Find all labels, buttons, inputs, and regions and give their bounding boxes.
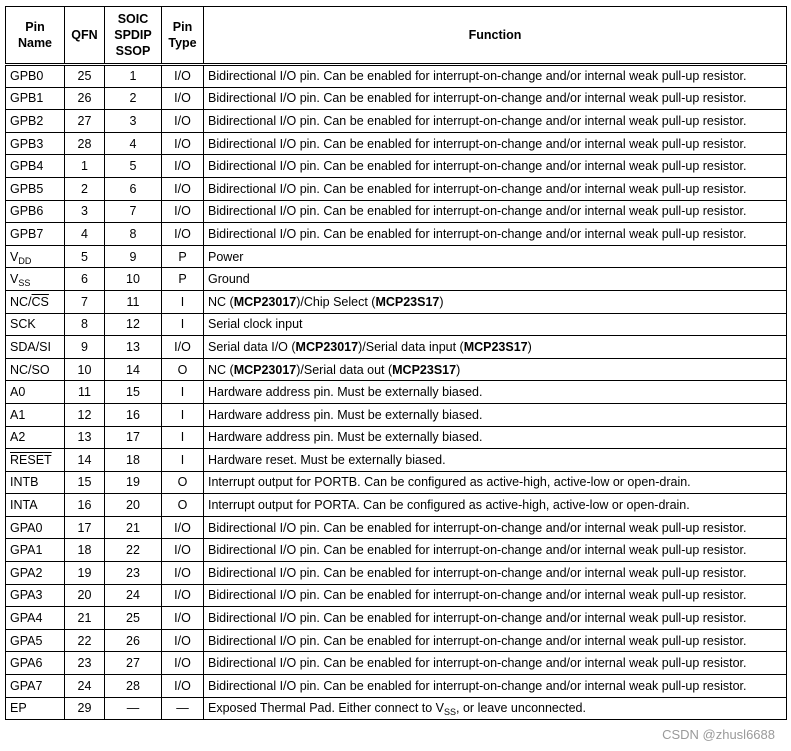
qfn-cell: 18 <box>65 539 105 562</box>
text-segment: )/Serial data input ( <box>358 339 464 354</box>
qfn-cell: 16 <box>65 494 105 517</box>
function-cell <box>204 65 787 88</box>
header-line: SOIC <box>117 12 149 26</box>
text-segment: MCP23S17 <box>463 339 528 354</box>
pin-name-cell <box>6 313 65 336</box>
text-segment: A1 <box>10 407 26 422</box>
soic-cell: 15 <box>105 381 162 404</box>
text-segment: Bidirectional I/O pin. Can be enabled for interrupt-on-change and/or internal weak pull-up resistor. <box>208 633 747 648</box>
text-segment: INTA <box>10 498 38 513</box>
function-cell <box>204 584 787 607</box>
function-cell <box>204 471 787 494</box>
qfn-cell: 25 <box>65 65 105 88</box>
function-cell <box>204 381 787 404</box>
function-cell <box>204 87 787 110</box>
table-row <box>6 584 787 607</box>
table-row <box>6 697 787 720</box>
qfn-cell: 21 <box>65 607 105 630</box>
type-cell: I/O <box>162 562 204 585</box>
soic-cell: 6 <box>105 177 162 200</box>
function-cell <box>204 607 787 630</box>
table-row <box>6 223 787 246</box>
qfn-cell: 15 <box>65 471 105 494</box>
table-row <box>6 562 787 585</box>
soic-cell: 7 <box>105 200 162 223</box>
text-segment: GPA1 <box>10 543 43 558</box>
pin-name-cell <box>6 675 65 698</box>
text-segment: Hardware address pin. Must be externally biased. <box>208 430 483 445</box>
table-row <box>6 313 787 336</box>
function-cell <box>204 403 787 426</box>
text-segment: Hardware reset. Must be externally biased. <box>208 452 446 467</box>
text-segment: GPB5 <box>10 181 44 196</box>
text-segment: Bidirectional I/O pin. Can be enabled for interrupt-on-change and/or internal weak pull-up resistor. <box>208 520 747 535</box>
pin-name-cell <box>6 584 65 607</box>
qfn-cell: 13 <box>65 426 105 449</box>
table-row <box>6 403 787 426</box>
table-row <box>6 132 787 155</box>
text-segment: GPA6 <box>10 656 43 671</box>
type-cell: O <box>162 471 204 494</box>
table-row <box>6 381 787 404</box>
text-segment: Bidirectional I/O pin. Can be enabled for interrupt-on-change and/or internal weak pull-up resistor. <box>208 204 747 219</box>
pin-name-cell <box>6 381 65 404</box>
soic-cell: 28 <box>105 675 162 698</box>
soic-cell: 23 <box>105 562 162 585</box>
soic-cell: 4 <box>105 132 162 155</box>
function-cell <box>204 132 787 155</box>
pin-name-cell <box>6 177 65 200</box>
text-segment: SS <box>18 278 31 289</box>
text-segment: MCP23S17 <box>392 362 457 377</box>
text-segment: SS <box>444 707 457 718</box>
pin-name-cell <box>6 562 65 585</box>
pin-name-cell <box>6 471 65 494</box>
qfn-cell: 9 <box>65 336 105 359</box>
text-segment: Interrupt output for PORTB. Can be configured as active-high, active-low or open-drain. <box>208 475 691 490</box>
text-segment: V <box>10 249 19 264</box>
soic-cell: 3 <box>105 110 162 133</box>
pin-name-cell <box>6 110 65 133</box>
text-segment: Bidirectional I/O pin. Can be enabled for interrupt-on-change and/or internal weak pull-up resistor. <box>208 611 747 626</box>
soic-cell: 25 <box>105 607 162 630</box>
type-cell: I/O <box>162 675 204 698</box>
function-cell <box>204 494 787 517</box>
text-segment: NC/ <box>10 294 32 309</box>
text-segment: )/Chip Select ( <box>296 294 376 309</box>
text-segment: MCP23017 <box>295 339 359 354</box>
type-cell: O <box>162 358 204 381</box>
header-line: SSOP <box>115 44 151 58</box>
text-segment: Exposed Thermal Pad. Either connect to V <box>208 701 445 716</box>
text-segment: GPA0 <box>10 520 43 535</box>
pin-name-cell <box>6 494 65 517</box>
text-segment: Ground <box>208 272 250 287</box>
table-row <box>6 177 787 200</box>
table-row <box>6 200 787 223</box>
qfn-cell: 7 <box>65 290 105 313</box>
header-line: Function <box>468 28 522 42</box>
function-cell <box>204 449 787 472</box>
soic-cell: 16 <box>105 403 162 426</box>
text-segment: GPA5 <box>10 633 43 648</box>
text-segment: NC/SO <box>10 362 50 377</box>
qfn-cell: 20 <box>65 584 105 607</box>
qfn-cell: 3 <box>65 200 105 223</box>
type-cell: I/O <box>162 65 204 88</box>
table-header-row <box>6 7 787 65</box>
text-segment: Serial data I/O ( <box>208 339 296 354</box>
type-cell: I/O <box>162 336 204 359</box>
table-row <box>6 358 787 381</box>
header-pin-name <box>6 7 65 65</box>
soic-cell: 8 <box>105 223 162 246</box>
soic-cell: 20 <box>105 494 162 517</box>
qfn-cell: 29 <box>65 697 105 720</box>
function-cell <box>204 697 787 720</box>
type-cell: I/O <box>162 223 204 246</box>
table-row <box>6 290 787 313</box>
text-segment: A2 <box>10 430 26 445</box>
text-segment: V <box>10 272 19 287</box>
header-line: Type <box>168 36 197 50</box>
text-segment: GPB4 <box>10 159 44 174</box>
text-segment: NC ( <box>208 362 234 377</box>
pin-name-cell <box>6 65 65 88</box>
table-row <box>6 449 787 472</box>
text-segment: Bidirectional I/O pin. Can be enabled for interrupt-on-change and/or internal weak pull-up resistor. <box>208 543 747 558</box>
pin-name-cell <box>6 539 65 562</box>
table-row <box>6 65 787 88</box>
text-segment: Power <box>208 249 244 264</box>
table-row <box>6 652 787 675</box>
header-pin-type <box>162 7 204 65</box>
text-segment: Bidirectional I/O pin. Can be enabled for interrupt-on-change and/or internal weak pull-up resistor. <box>208 226 747 241</box>
qfn-cell: 23 <box>65 652 105 675</box>
pin-name-cell <box>6 697 65 720</box>
type-cell: I/O <box>162 110 204 133</box>
text-segment: MCP23S17 <box>375 294 440 309</box>
text-segment: SCK <box>10 317 36 332</box>
pin-name-cell <box>6 268 65 291</box>
type-cell: I/O <box>162 629 204 652</box>
text-segment: MCP23017 <box>233 294 297 309</box>
function-cell <box>204 110 787 133</box>
table-row <box>6 607 787 630</box>
type-cell: I/O <box>162 177 204 200</box>
type-cell: I/O <box>162 155 204 178</box>
pin-name-cell <box>6 403 65 426</box>
type-cell: I <box>162 403 204 426</box>
header-qfn <box>65 7 105 65</box>
text-segment: NC ( <box>208 294 234 309</box>
soic-cell: — <box>105 697 162 720</box>
soic-cell: 11 <box>105 290 162 313</box>
text-segment: GPA2 <box>10 565 43 580</box>
text-segment: ) <box>439 294 444 309</box>
type-cell: I <box>162 449 204 472</box>
type-cell: I/O <box>162 607 204 630</box>
pin-name-cell <box>6 155 65 178</box>
table-row <box>6 494 787 517</box>
pin-name-cell <box>6 358 65 381</box>
qfn-cell: 24 <box>65 675 105 698</box>
text-segment: Bidirectional I/O pin. Can be enabled for interrupt-on-change and/or internal weak pull-up resistor. <box>208 113 747 128</box>
soic-cell: 13 <box>105 336 162 359</box>
pin-name-cell <box>6 200 65 223</box>
header-line: Name <box>17 36 53 50</box>
text-segment: , or leave unconnected. <box>456 701 586 716</box>
text-segment: Bidirectional I/O pin. Can be enabled for interrupt-on-change and/or internal weak pull-up resistor. <box>208 91 747 106</box>
text-segment: GPA7 <box>10 678 43 693</box>
text-segment: GPB7 <box>10 226 44 241</box>
header-line: Pin <box>172 20 193 34</box>
header-function <box>204 7 787 65</box>
function-cell <box>204 313 787 336</box>
text-segment: Bidirectional I/O pin. Can be enabled for interrupt-on-change and/or internal weak pull-up resistor. <box>208 588 747 603</box>
table-row <box>6 87 787 110</box>
table-row <box>6 629 787 652</box>
pin-name-cell <box>6 652 65 675</box>
text-segment: GPB1 <box>10 91 44 106</box>
text-segment: Bidirectional I/O pin. Can be enabled for interrupt-on-change and/or internal weak pull-up resistor. <box>208 181 747 196</box>
type-cell: I/O <box>162 87 204 110</box>
type-cell: I <box>162 381 204 404</box>
watermark: CSDN @zhusl6688 <box>662 727 775 742</box>
soic-cell: 14 <box>105 358 162 381</box>
function-cell <box>204 562 787 585</box>
pin-name-cell <box>6 516 65 539</box>
table-row <box>6 516 787 539</box>
table-row <box>6 110 787 133</box>
header-line: Pin <box>25 20 45 34</box>
type-cell: I/O <box>162 652 204 675</box>
type-cell: I <box>162 290 204 313</box>
text-segment: Bidirectional I/O pin. Can be enabled for interrupt-on-change and/or internal weak pull-up resistor. <box>208 565 747 580</box>
function-cell <box>204 177 787 200</box>
qfn-cell: 5 <box>65 245 105 268</box>
function-cell <box>204 290 787 313</box>
header-line: QFN <box>71 28 98 42</box>
text-segment: GPB2 <box>10 113 44 128</box>
soic-cell: 22 <box>105 539 162 562</box>
text-segment: Bidirectional I/O pin. Can be enabled for interrupt-on-change and/or internal weak pull-up resistor. <box>208 159 747 174</box>
text-segment: GPA4 <box>10 611 43 626</box>
pin-name-cell <box>6 449 65 472</box>
soic-cell: 21 <box>105 516 162 539</box>
qfn-cell: 12 <box>65 403 105 426</box>
type-cell: I <box>162 313 204 336</box>
qfn-cell: 11 <box>65 381 105 404</box>
soic-cell: 27 <box>105 652 162 675</box>
soic-cell: 5 <box>105 155 162 178</box>
function-cell <box>204 245 787 268</box>
qfn-cell: 28 <box>65 132 105 155</box>
table-row <box>6 155 787 178</box>
pin-name-cell <box>6 336 65 359</box>
pin-function-table <box>5 6 787 720</box>
header-line: SPDIP <box>114 28 152 42</box>
function-cell <box>204 516 787 539</box>
qfn-cell: 27 <box>65 110 105 133</box>
type-cell: — <box>162 697 204 720</box>
soic-cell: 1 <box>105 65 162 88</box>
text-segment: ) <box>456 362 461 377</box>
function-cell <box>204 268 787 291</box>
type-cell: I/O <box>162 539 204 562</box>
text-segment: Bidirectional I/O pin. Can be enabled for interrupt-on-change and/or internal weak pull-up resistor. <box>208 69 747 84</box>
text-segment: ) <box>527 339 532 354</box>
text-segment: INTB <box>10 475 39 490</box>
function-cell <box>204 155 787 178</box>
table-row <box>6 539 787 562</box>
pin-name-cell <box>6 245 65 268</box>
table-row <box>6 675 787 698</box>
soic-cell: 9 <box>105 245 162 268</box>
text-segment: EP <box>10 701 27 716</box>
type-cell: O <box>162 494 204 517</box>
text-segment: Hardware address pin. Must be externally biased. <box>208 407 483 422</box>
text-segment: A0 <box>10 385 26 400</box>
qfn-cell: 19 <box>65 562 105 585</box>
text-segment: Bidirectional I/O pin. Can be enabled for interrupt-on-change and/or internal weak pull-up resistor. <box>208 136 747 151</box>
soic-cell: 2 <box>105 87 162 110</box>
pin-name-cell <box>6 290 65 313</box>
function-cell <box>204 358 787 381</box>
type-cell: I/O <box>162 200 204 223</box>
qfn-cell: 6 <box>65 268 105 291</box>
text-segment: )/Serial data out ( <box>296 362 393 377</box>
soic-cell: 24 <box>105 584 162 607</box>
pin-name-cell <box>6 223 65 246</box>
function-cell <box>204 336 787 359</box>
table-row <box>6 471 787 494</box>
soic-cell: 19 <box>105 471 162 494</box>
text-segment: GPB6 <box>10 204 44 219</box>
text-segment: $\overline{CS}$ <box>31 294 49 309</box>
pin-name-cell <box>6 607 65 630</box>
qfn-cell: 8 <box>65 313 105 336</box>
text-segment: DD <box>18 255 32 266</box>
qfn-cell: 10 <box>65 358 105 381</box>
table-row <box>6 268 787 291</box>
function-cell <box>204 426 787 449</box>
pin-name-cell <box>6 132 65 155</box>
function-cell <box>204 629 787 652</box>
qfn-cell: 14 <box>65 449 105 472</box>
pin-name-cell <box>6 426 65 449</box>
function-cell <box>204 223 787 246</box>
soic-cell: 17 <box>105 426 162 449</box>
text-segment: Hardware address pin. Must be externally biased. <box>208 385 483 400</box>
soic-cell: 12 <box>105 313 162 336</box>
type-cell: I/O <box>162 516 204 539</box>
function-cell <box>204 539 787 562</box>
pin-name-cell <box>6 87 65 110</box>
type-cell: P <box>162 268 204 291</box>
qfn-cell: 1 <box>65 155 105 178</box>
type-cell: I <box>162 426 204 449</box>
type-cell: P <box>162 245 204 268</box>
type-cell: I/O <box>162 132 204 155</box>
text-segment: MCP23017 <box>233 362 297 377</box>
text-segment: GPA3 <box>10 588 43 603</box>
text-segment: RESET <box>10 452 52 467</box>
qfn-cell: 22 <box>65 629 105 652</box>
text-segment: SDA/SI <box>10 339 51 354</box>
function-cell <box>204 200 787 223</box>
header-soic-spdip-ssop <box>105 7 162 65</box>
text-segment: Serial clock input <box>208 317 303 332</box>
text-segment: GPB3 <box>10 136 44 151</box>
qfn-cell: 17 <box>65 516 105 539</box>
soic-cell: 26 <box>105 629 162 652</box>
table-body <box>6 65 787 720</box>
text-segment: Interrupt output for PORTA. Can be configured as active-high, active-low or open-drain. <box>208 498 690 513</box>
type-cell: I/O <box>162 584 204 607</box>
qfn-cell: 26 <box>65 87 105 110</box>
qfn-cell: 2 <box>65 177 105 200</box>
function-cell <box>204 652 787 675</box>
text-segment: Bidirectional I/O pin. Can be enabled for interrupt-on-change and/or internal weak pull-up resistor. <box>208 656 747 671</box>
table-row <box>6 426 787 449</box>
function-cell <box>204 675 787 698</box>
text-segment: GPB0 <box>10 69 44 84</box>
table-row <box>6 245 787 268</box>
soic-cell: 10 <box>105 268 162 291</box>
qfn-cell: 4 <box>65 223 105 246</box>
text-segment: Bidirectional I/O pin. Can be enabled for interrupt-on-change and/or internal weak pull-up resistor. <box>208 678 747 693</box>
pin-name-cell <box>6 629 65 652</box>
soic-cell: 18 <box>105 449 162 472</box>
table-row <box>6 336 787 359</box>
